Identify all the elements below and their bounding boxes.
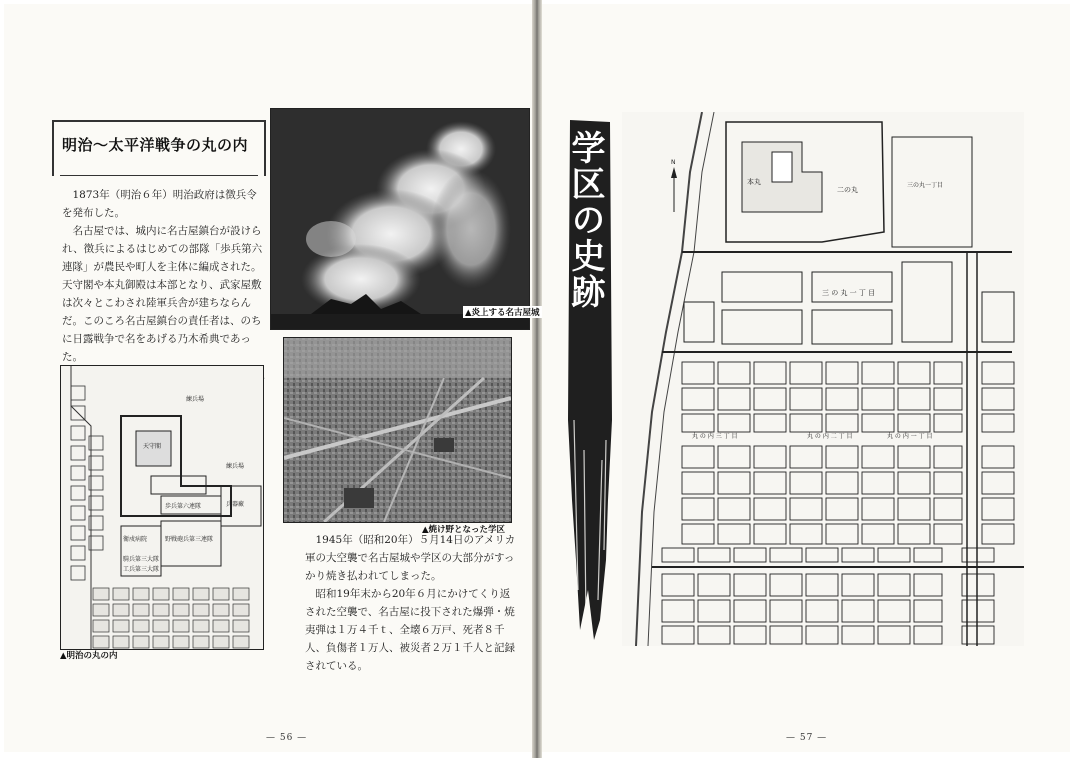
section-heading: 明治〜太平洋戦争の丸の内 (62, 136, 249, 154)
map-meiji-marunouchi (60, 365, 264, 650)
paragraph: 1945年（昭和20年）５月14日のアメリカ軍の大空襲で名古屋城や学区の大部分がすっかり焼き払われてしまった。 (305, 534, 516, 582)
map-label-infantry: 歩兵第六連隊 (165, 503, 202, 510)
paragraph: 1873年（明治６年）明治政府は徴兵令を発布した。 (62, 189, 257, 219)
map-label-ninomaru: 二の丸 (837, 186, 858, 194)
map-label-marunouchi-1: 丸 の 内 一 丁 目 (887, 433, 933, 440)
page-title: 学区の史跡 (565, 130, 605, 310)
caption-burning-castle: ▲炎上する名古屋城 (465, 308, 540, 318)
map-school-district (622, 112, 1024, 646)
body-text-war (305, 531, 517, 675)
page-number-right: — 57 — (786, 733, 828, 743)
caption-meiji-map: ▲明治の丸の内 (60, 651, 118, 661)
north-label: N (671, 159, 676, 166)
smoke-image (271, 109, 529, 329)
map-label-parade-2: 練兵場 (226, 463, 245, 470)
photo-burned-ruins (283, 337, 512, 523)
paragraph: 昭和19年末から20年６月にかけてくり返された空襲で、名古屋に投下された爆弾・焼夷弾は１万４千ｔ、全壊６万戸、死者８千人、負傷者１万人、被災者２万１千人と記録されている。 (305, 588, 515, 672)
map-label-sannomaru: 三 の 丸 一 丁 目 (822, 289, 876, 297)
map-label-marunouchi-3: 丸 の 内 三 丁 目 (692, 433, 738, 440)
photo-burning-castle (270, 108, 530, 330)
map-label-tenshu: 天守閣 (143, 443, 162, 450)
map-label-parade: 練兵場 (186, 396, 205, 403)
map-label-cavalry: 騎兵第三大隊 (123, 556, 160, 563)
district-map-drawing (622, 112, 1024, 646)
map-label-hospital: 衛戍病院 (123, 536, 148, 543)
map-label-sannomaru-1: 三の丸一丁目 (907, 182, 944, 189)
paragraph: 名古屋では、城内に名古屋鎮台が設けられ、徴兵によるはじめての部隊「歩兵第六連隊」が農民や町人を主体に編成された。天守閣や本丸御殿は本部となり、武家屋敷は次々とこわされ陸軍兵舎が建ちならんだ。このころ名古屋鎮台の責任者は、のちに日露戦争で名をあげる乃木希典であった。 (62, 225, 263, 363)
map-label-arsenal: 兵器廠 (226, 501, 245, 508)
vertical-title-block (566, 120, 612, 640)
book-gutter (532, 0, 542, 758)
map-label-marunouchi-2: 丸 の 内 二 丁 目 (807, 433, 853, 440)
map-label-honmaru: 本丸 (747, 178, 761, 186)
map-label-engineers: 工兵第三大隊 (123, 566, 160, 573)
map-label-artillery: 野戦砲兵第三連隊 (165, 536, 214, 543)
page-number-left: — 56 — (266, 733, 308, 743)
caption-burned-ruins: ▲焼け野となった学区 (422, 525, 506, 535)
meiji-map-drawing (61, 366, 263, 649)
aerial-ruins-image (284, 338, 511, 522)
